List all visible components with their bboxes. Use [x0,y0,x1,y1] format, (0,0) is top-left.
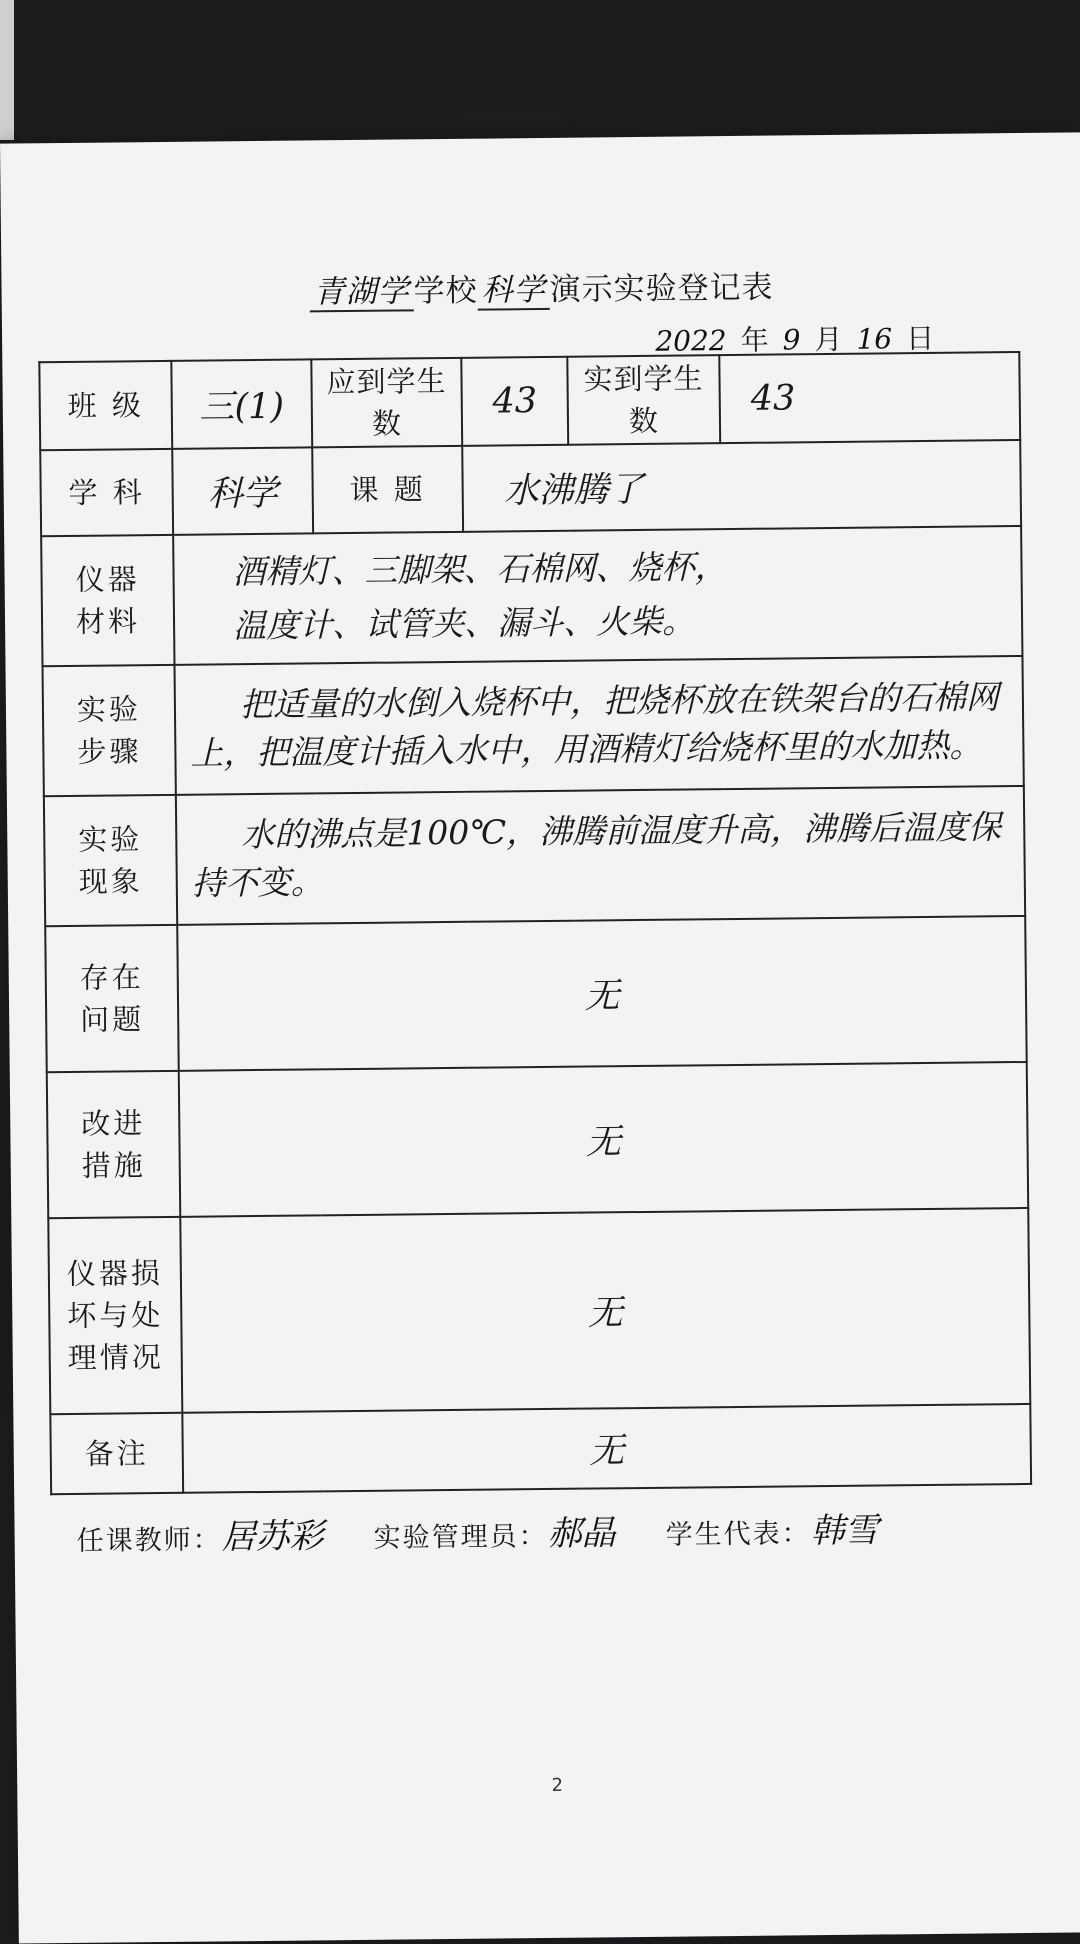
actual-students-label: 实到学生数 [567,355,720,445]
teacher-signature-group [76,1508,323,1560]
date-month: 9 [782,323,801,357]
damage-label-line-1: 仪器损 [66,1256,164,1292]
registration-form-table [38,351,1032,1495]
row-subject [40,440,1021,536]
steps-label [43,665,176,796]
subject-label: 学 科 [40,449,173,536]
damage-value: 无 [180,1208,1030,1413]
steps-label-line-2: 步骤 [77,734,142,769]
materials-line-1: 酒精灯、三脚架、石棉网、烧杯， [232,546,728,591]
page-number: 2 [551,1774,564,1796]
damage-label-line-3: 理情况 [67,1340,164,1376]
signature-footer [76,1501,1036,1560]
student-signature-group [665,1503,879,1554]
subject-handwritten: 科学 [477,272,549,311]
teacher-label: 任课教师： [76,1524,222,1557]
title-rest: 演示实验登记表 [549,269,774,308]
materials-line-2: 温度计、试管夹、漏斗、火柴。 [232,601,696,646]
phenomenon-value [176,786,1025,925]
phenomenon-label [44,795,177,926]
materials-label-line-1: 仪器 [75,562,140,597]
admin-signature: 郝晶 [547,1513,616,1554]
date-year-unit: 年 [740,323,769,357]
expected-students-label: 应到学生数 [311,358,462,448]
school-suffix: 学校 [413,272,478,310]
expected-students-value: 43 [461,357,568,446]
materials-label [41,535,174,666]
steps-label-line-1: 实验 [76,692,142,727]
class-value: 三(1) [171,359,312,449]
row-improve [47,1062,1028,1218]
improve-value: 无 [179,1062,1028,1217]
actual-students-value: 43 [719,352,1020,443]
damage-label-line-2: 坏与处 [67,1298,164,1334]
phenomenon-text: 水的沸点是100℃，沸腾前温度升高，沸腾后温度保持不变。 [191,807,1002,903]
row-steps [43,656,1024,796]
subject-value: 科学 [172,447,313,534]
date-day-unit: 日 [905,321,935,356]
problems-label [45,925,179,1072]
problems-label-line-1: 存在 [79,960,144,995]
student-label: 学生代表： [665,1518,811,1551]
paper-sheet [0,132,1080,1943]
row-phenomenon [44,786,1025,926]
document-title [1,258,1080,314]
class-label: 班 级 [39,361,172,450]
materials-value [173,526,1022,665]
materials-label-line-2: 材料 [75,604,141,639]
improve-label-line-1: 改进 [81,1106,146,1141]
problems-label-line-2: 问题 [80,1002,145,1037]
improve-label-line-2: 措施 [81,1148,146,1183]
date-month-unit: 月 [814,322,843,357]
phenomenon-label-line-1: 实验 [78,822,143,857]
row-problems [45,916,1026,1072]
date-year: 2022 [655,324,727,358]
damage-label [48,1217,182,1414]
remarks-label: 备注 [50,1413,183,1494]
school-name-handwritten: 青湖学 [309,273,413,312]
row-materials [41,526,1022,666]
date-day: 16 [856,322,893,356]
admin-label: 实验管理员： [373,1520,548,1554]
row-class [39,352,1020,450]
steps-text: 把适量的水倒入烧杯中，把烧杯放在铁架台的石棉网上，把温度计插入水中，用酒精灯给烧杯里的水加热。 [190,677,1000,773]
topic-label: 课 题 [312,446,463,534]
row-remarks [50,1404,1031,1494]
adjacent-page-edge [0,0,14,140]
admin-signature-group [373,1505,615,1557]
row-damage [48,1208,1030,1414]
steps-value [174,656,1023,795]
phenomenon-label-line-2: 现象 [78,864,143,899]
student-signature: 韩雪 [810,1510,879,1552]
remarks-value: 无 [182,1404,1031,1493]
improve-label [47,1071,181,1218]
problems-value: 无 [177,916,1026,1071]
topic-value: 水沸腾了 [462,440,1021,532]
teacher-signature: 居苏彩 [221,1516,324,1558]
